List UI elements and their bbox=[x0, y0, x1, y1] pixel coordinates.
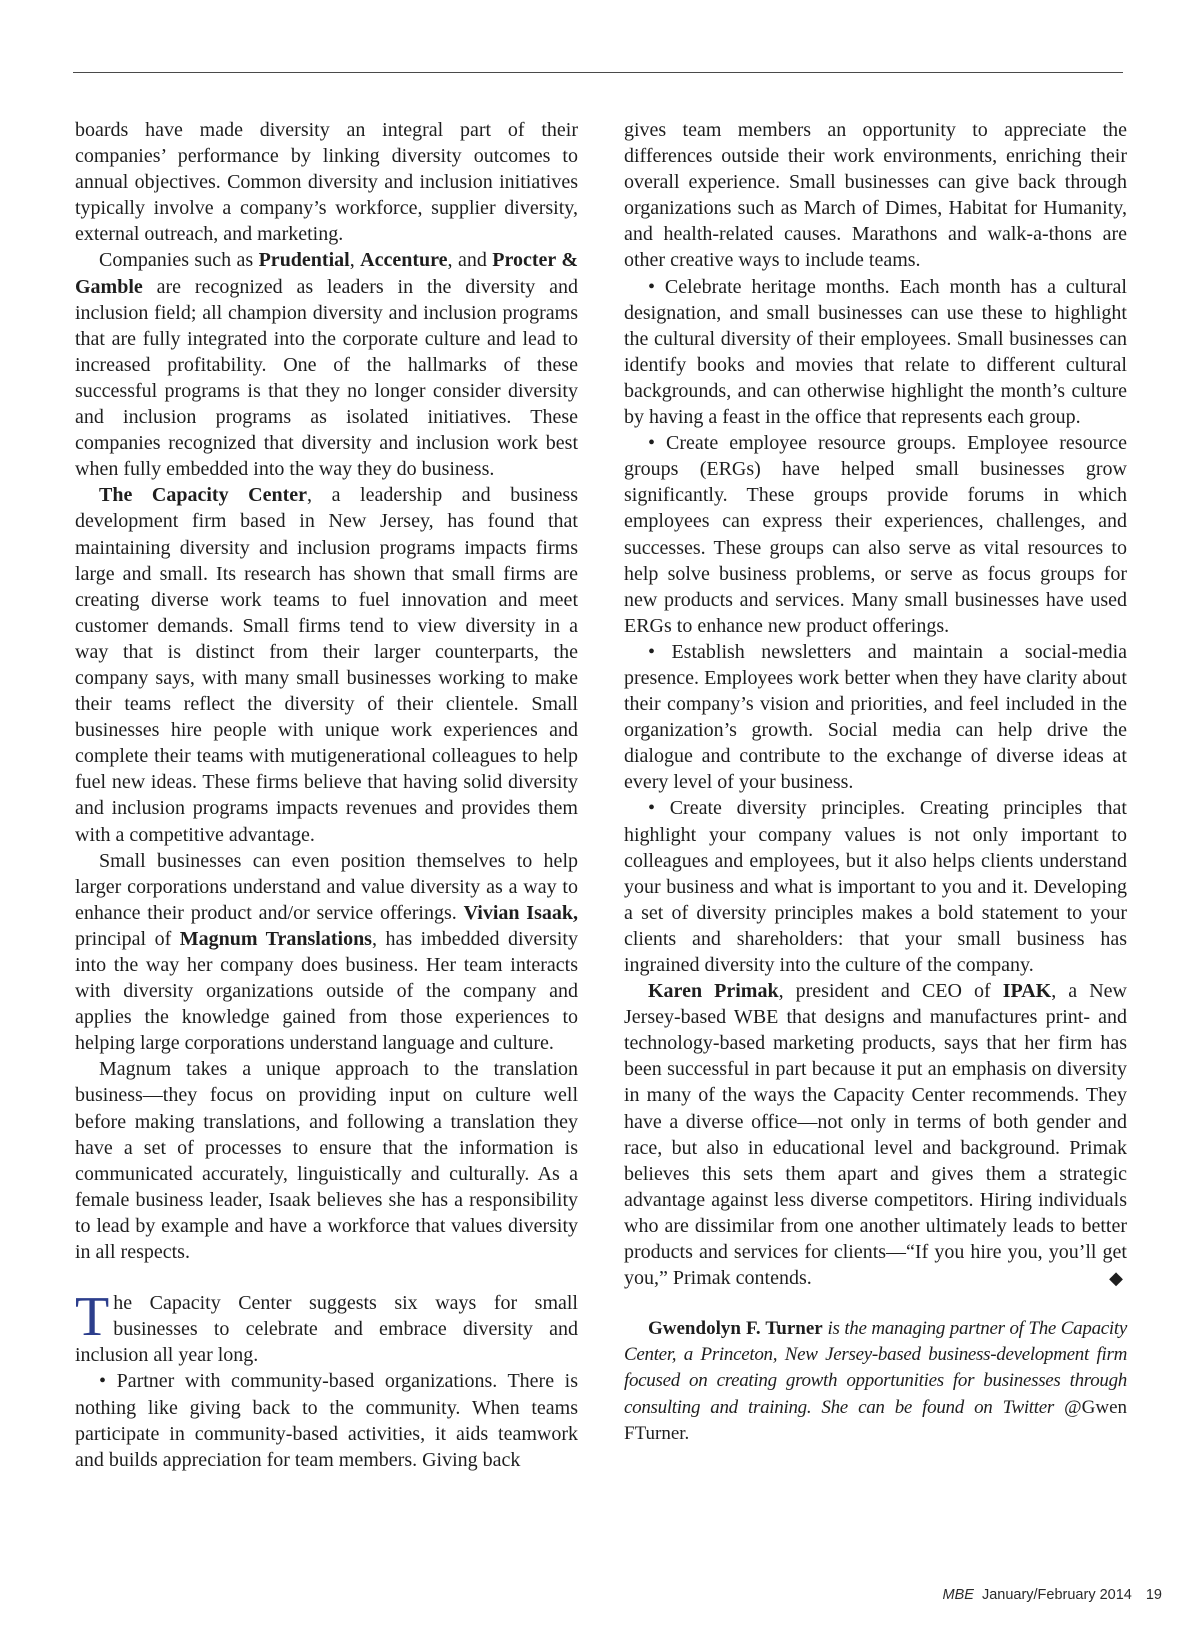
end-mark-icon: ◆ bbox=[1109, 1268, 1123, 1289]
person-name: Vivian Isaak, bbox=[463, 901, 578, 924]
top-rule bbox=[73, 72, 1123, 73]
bullet-paragraph: • Create employee resource groups. Employee resource groups (ERGs) have helped small businesses grow significantly. These groups provide forums in which employees can express their experiences, challenges, and successes. These groups can also serve as vital resources to help solve business problems, or serve as focus groups for new products and services. Many small businesses have used ERGs to enhance new product offerings. bbox=[624, 432, 1127, 637]
author-name: Gwendolyn F. Turner bbox=[648, 1318, 823, 1340]
company-name: Magnum Translations bbox=[179, 927, 372, 950]
author-bio: Gwendolyn F. Turner is the managing partner of The Capacity Center, a Princeton, New Jersey-based business-development firm focused on creating growth opportunities for businesses through consulting and training. She can be found on Twitter @Gwen FTurner. bbox=[624, 1318, 1127, 1444]
company-name: Procter & Gamble bbox=[75, 249, 579, 298]
paragraph: Karen Primak, president and CEO of IPAK, a New Jersey-based WBE that designs and manufactures print- and technology-based marketing products, says that her firm has been successful in part because it put an emphasis on diversity in many of the ways the Capacity Center recommends. They have a diverse office—not only in terms of both gender and race, but also in educational level and background. Primak believes this sets them apart and gives them a strategic advantage against less diverse competitors. Hiring individuals who are dissimilar from one another ultimately leads to better products and services for clients—“If you hire you, you’ll get you,” Primak contends. ◆ bbox=[624, 978, 1127, 1291]
company-name: Prudential bbox=[258, 249, 350, 272]
bullet-paragraph: • Celebrate heritage months. Each month has a cultural designation, and small businesses can use these to highlight the cultural diversity of their employees. Small businesses can identify books and movies that relate to different cultural backgrounds, and can otherwise highlight the month’s culture by having a feast in the office that represents each group. bbox=[624, 275, 1127, 429]
bullet-paragraph: • Create diversity principles. Creating principles that highlight your company values is not only important to colleagues and employees, but it also helps clients understand your business and what is important to you and it. Developing a set of diversity principles makes a bold statement to your clients and shareholders: that your small business has ingrained diversity into the culture of the company. bbox=[624, 797, 1127, 976]
person-name: Karen Primak bbox=[648, 980, 779, 1003]
page-number: 19 bbox=[1145, 1587, 1162, 1603]
issue-date: January/February 2014 bbox=[981, 1587, 1132, 1603]
company-name: The Capacity Center bbox=[99, 484, 307, 507]
paragraph: Companies such as Prudential, Accenture, and Procter & Gamble are recognized as leaders in the diversity and inclusion field; all champion diversity and inclusion programs that are fully integrated into the corporate culture and lead to increased profitability. One of the hallmarks of these successful programs is that they no longer consider diversity and inclusion programs as isolated initiatives. These companies recognized that diversity and inclusion work best when fully embedded into the way they do business. bbox=[75, 249, 579, 481]
bullet-paragraph: • Partner with community-based organizations. There is nothing like giving back to the community. When teams participate in community-based activities, it aids teamwork and builds appreciation for team members. Giving back bbox=[75, 1370, 578, 1471]
paragraph: gives team members an opportunity to appreciate the differences outside their work environments, enriching their overall experience. Small businesses can give back through organizations such as March of Dimes, Habitat for Humanity, and health-related causes. Marathons and walk-a-thons are other creative ways to include teams. bbox=[624, 119, 1127, 272]
paragraph: Magnum takes a unique approach to the translation business—they focus on providing input on culture well before making translations, and following a translation they have a set of processes to ensure that the information is communicated accurately, linguistically and culturally. As a female business leader, Isaak believes she has a responsibility to lead by example and have a workforce that values diversity in all respects. bbox=[75, 1058, 578, 1264]
right-column bbox=[624, 117, 1127, 1447]
twitter-handle: @Gwen FTurner. bbox=[624, 1396, 1127, 1444]
paragraph: boards have made diversity an integral part of their companies’ performance by linking diversity outcomes to annual objectives. Common diversity and inclusion initiatives typically involve a company’s workforce, supplier diversity, external outreach, and marketing. bbox=[75, 119, 578, 246]
section-intro: The Capacity Center suggests six ways for small businesses to celebrate and embrace diversity and inclusion all year long. bbox=[75, 1286, 578, 1367]
page-footer bbox=[943, 1587, 1162, 1603]
company-name: IPAK bbox=[1002, 980, 1052, 1003]
paragraph: Small businesses can even position themselves to help larger corporations understand and value diversity as a way to enhance their product and/or service offerings. Vivian Isaak, principal of Magnum Translations, has imbedded diversity into the way her company does business. Her team interacts with diversity organizations outside of the company and applies the knowledge gained from those experiences to helping large corporations understand language and culture. bbox=[75, 849, 578, 1055]
bullet-paragraph: • Establish newsletters and maintain a social-media presence. Employees work better when they have clarity about their company’s vision and priorities, and feel included in the organization’s growth. Social media can help drive the dialogue and contribute to the exchange of diverse ideas at every level of your business. bbox=[624, 640, 1127, 794]
magazine-name: MBE bbox=[942, 1587, 974, 1603]
left-column bbox=[75, 117, 578, 1473]
company-name: Accenture bbox=[360, 249, 448, 272]
drop-cap: T bbox=[75, 1286, 110, 1349]
paragraph: The Capacity Center, a leadership and business development firm based in New Jersey, has found that maintaining diversity and inclusion programs impacts firms large and small. Its research has shown that small firms are creating diverse work teams to fuel innovation and meet customer demands. Small firms tend to view diversity in a way that is distinct from their larger counterparts, the company says, with many small businesses working to make their teams reflect the diversity of their clientele. Small businesses hire people with unique work experiences and complete their teams with mutigenerational colleagues to help fuel new ideas. These firms believe that having solid diversity and inclusion programs impacts revenues and provides them with a competitive advantage. bbox=[75, 484, 578, 846]
